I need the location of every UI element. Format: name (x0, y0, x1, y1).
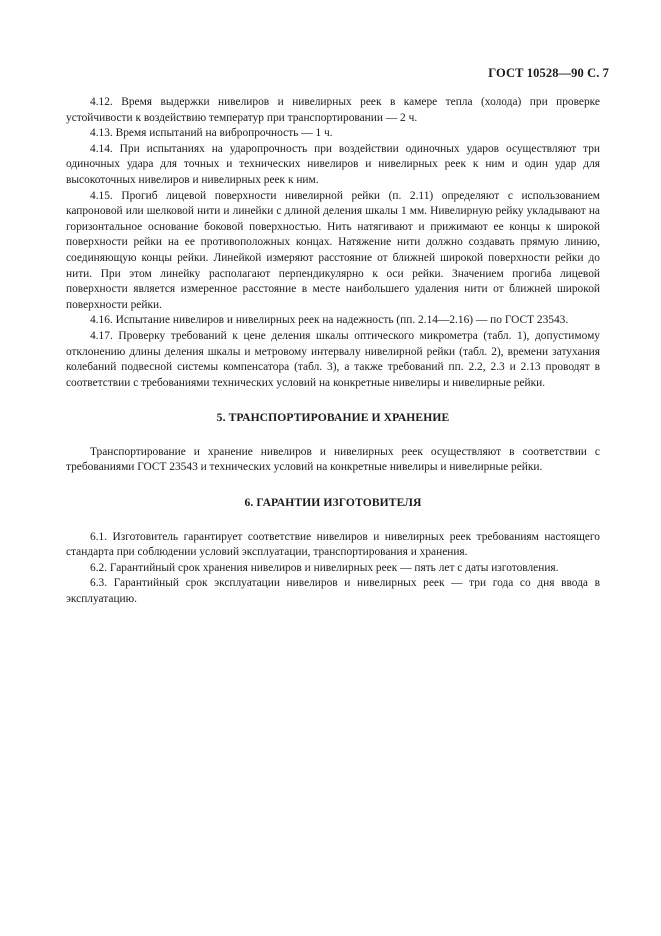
paragraph-4-12: 4.12. Время выдержки нивелиров и нивелирных реек в камере тепла (холода) при проверке устойчивости к воздействию температур при транспортировании — 2 ч. (66, 96, 600, 124)
paragraph-6-3: 6.3. Гарантийный срок эксплуатации нивелиров и нивелирных реек — три года со дня ввода в эксплуатацию. (66, 577, 600, 606)
paragraph-4-14: 4.14. При испытаниях на ударопрочность при воздействии одиночных ударов осуществляют три одиночных удара для точных и технических нивелиров и нивелирных реек к ним и один удар для высокоточных нивелиров и нивелирных реек к ним. (66, 142, 600, 186)
paragraph-4-15: 4.15. Прогиб лицевой поверхности нивелирной рейки (п. 2.11) определяют с использованием капроновой или шелковой нити и линейки с длиной деления шкалы 1 мм. Нивелирную рейку укладывают на горизонтальное основание боковой поверхностью. Нить натягивают и прижимают ее концы к широкой поверхности рейки на ее противоположных концах. Натяжение нити должно создавать прямую линию, соединяющую концы рейки. Линейкой измеряют расстояние от ближней широкой поверхности рейки до нити. При этом линейку располагают перпендикулярно к оси рейки. Значением прогиба лицевой поверхности является измеренное расстояние в месте наибольшего удаления нити от ближней широкой поверхности рейки. (66, 189, 600, 311)
page-header: ГОСТ 10528—90 С. 7 (488, 66, 609, 80)
section-5-title: 5. ТРАНСПОРТИРОВАНИЕ И ХРАНЕНИЕ (216, 411, 450, 425)
document-body (66, 95, 600, 608)
paragraph-6-2: 6.2. Гарантийный срок хранения нивелиров и нивелирных реек — пять лет с даты изготовления. (90, 561, 559, 574)
paragraph-4-13: 4.13. Время испытаний на вибропрочность — 1 ч. (90, 127, 333, 140)
paragraph-6-1: 6.1. Изготовитель гарантирует соответствие нивелиров и нивелирных реек требованиям настоящего стандарта при соблюдении условий эксплуатации, транспортирования и хранения. (66, 530, 600, 559)
section-6-title: 6. ГАРАНТИИ ИЗГОТОВИТЕЛЯ (244, 496, 422, 510)
paragraph-4-17: 4.17. Проверку требований к цене деления шкалы оптического микрометра (табл. 1), допустимому отклонению длины деления шкалы и метровому интервалу нивелирной рейки (табл. 2), времени затухания колебаний подвесной системы компенсатора (табл. 3), а также требований пп. 2.2, 2.3 и 2.13 проводят в соответствии с требованиями технических условий на конкретные нивелиры и нивелирные рейки. (66, 329, 600, 389)
paragraph-4-16: 4.16. Испытание нивелиров и нивелирных реек на надежность (пп. 2.14—2.16) — по ГОСТ 23543. (90, 314, 569, 327)
paragraph-5: Транспортирование и хранение нивелиров и нивелирных реек осуществляют в соответствии с требованиями ГОСТ 23543 и технических условий на конкретные нивелиры и нивелирные рейки. (66, 445, 600, 474)
